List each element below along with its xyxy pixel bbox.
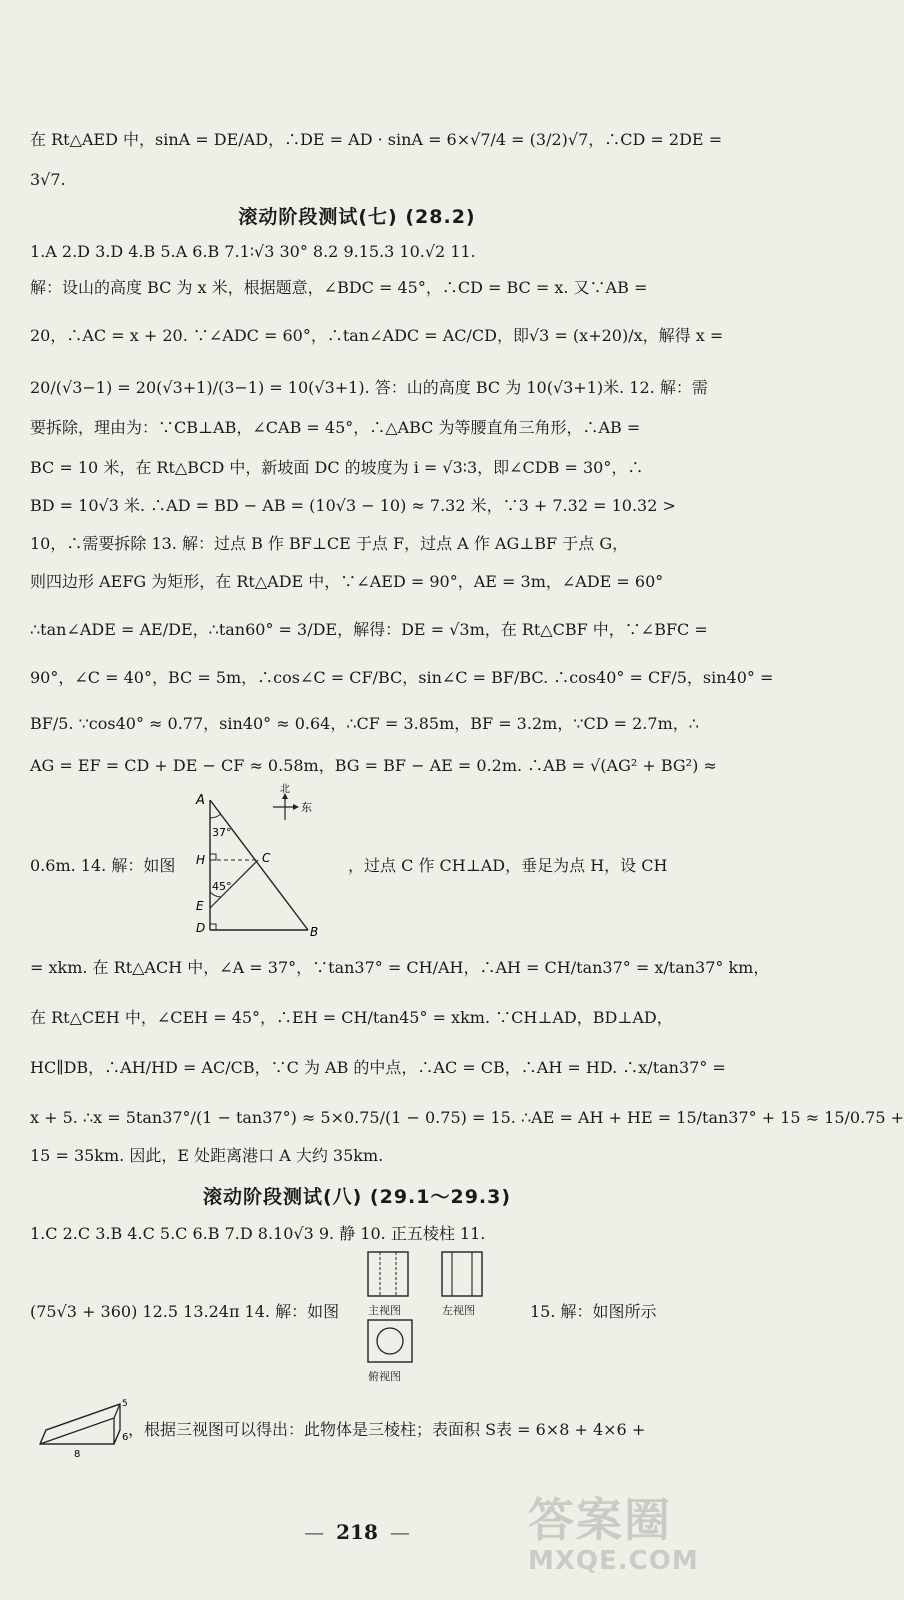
prism-dim-side: 6 [122,1432,129,1443]
left-view-figure [440,1250,484,1298]
point-a-label: A [196,793,205,808]
watermark [528,1494,708,1592]
text-line: 0.6m. 14. 解：如图 [30,856,176,875]
text-line: AG = EF = CD + DE − CF ≈ 0.58m，BG = BF − AE = 0.2m. ∴AB = √(AG² + BG²) ≈ [30,756,717,775]
section-heading-seven: 滚动阶段测试(七) (28.2) [238,206,476,228]
text-line: 1.A 2.D 3.D 4.B 5.A 6.B 7.1∶√3 30° 8.2 9.15.3 10.√2 11. [30,242,476,261]
text-line: 1.C 2.C 3.B 4.C 5.C 6.B 7.D 8.10√3 9. 静 10. 正五棱柱 11. [30,1224,486,1243]
text-line: BC = 10 米，在 Rt△BCD 中，新坡面 DC 的坡度为 i = √3∶3，即∠CDB = 30°，∴ [30,458,644,477]
text-line: ，过点 C 作 CH⊥AD，垂足为点 H，设 CH [348,856,668,875]
front-view-figure [366,1250,410,1298]
text-line: 90°，∠C = 40°，BC = 5m，∴cos∠C = CF/BC，sin∠C = BF/BC. ∴cos40° = CF/5，sin40° = [30,668,774,687]
text-line: BD = 10√3 米. ∴AD = BD − AB = (10√3 − 10) ≈ 7.32 米，∵3 + 7.32 = 10.32 > [30,496,676,515]
text-line: BF/5. ∵cos40° ≈ 0.77，sin40° ≈ 0.64，∴CF = 3.85m，BF = 3.2m，∵CD = 2.7m，∴ [30,714,699,733]
angle-37-label: 37° [212,826,232,839]
text-line: 解：设山的高度 BC 为 x 米，根据题意，∠BDC = 45°，∴CD = BC = x. 又∵AB = [30,278,648,297]
text-line: 则四边形 AEFG 为矩形，在 Rt△ADE 中，∵∠AED = 90°，AE = 3m，∠ADE = 60° [30,572,664,591]
text-line: = xkm. 在 Rt△ACH 中，∠A = 37°，∵tan37° = CH/AH，∴AH = CH/tan37° = x/tan37° km， [30,958,770,977]
text-line: 3√7. [30,170,66,189]
north-label: 北 [280,784,290,795]
figure-14-harbor [190,784,340,940]
point-c-label: C [262,851,271,865]
angle-45-label: 45° [212,880,232,893]
text-line: 15. 解：如图所示 [530,1302,657,1321]
east-label: 东 [301,801,312,814]
text-line: 20/(√3−1) = 20(√3+1)/(3−1) = 10(√3+1). 答：山的高度 BC 为 10(√3+1)米. 12. 解：需 [30,378,708,397]
left-view-caption: 左视图 [442,1304,475,1317]
section-heading-eight: 滚动阶段测试(八) (29.1～29.3) [202,1186,512,1208]
prism-dim-top: 5 [122,1399,128,1409]
watermark-url: MXQE.COM [528,1546,699,1576]
text-line: ∴tan∠ADE = AE/DE，∴tan60° = 3/DE，解得：DE = √3m，在 Rt△CBF 中，∵∠BFC = [30,620,708,639]
page-number-value: 218 [336,1520,378,1544]
watermark-main: 答案圈 [528,1493,672,1547]
text-line: (75√3 + 360) 12.5 13.24π 14. 解：如图 [30,1302,340,1321]
text-line: ，根据三视图可以得出：此物体是三棱柱；表面积 S表 = 6×8 + 4×6 + [128,1420,646,1439]
prism-figure [36,1394,128,1458]
top-view-caption: 俯视图 [368,1370,401,1383]
text-line: x + 5. ∴x = 5tan37°/(1 − tan37°) ≈ 5×0.75/(1 − 0.75) = 15. ∴AE = AH + HE = 15/tan37° + 15 ≈ 15/0.75 + [30,1108,904,1127]
text-line: HC∥DB，∴AH/HD = AC/CB，∵C 为 AB 的中点，∴AC = CB，∴AH = HD. ∴x/tan37° = [30,1058,726,1077]
top-view-figure [366,1318,414,1364]
point-d-label: D [196,921,206,935]
text-line: 20，∴AC = x + 20. ∵∠ADC = 60°，∴tan∠ADC = AC/CD，即√3 = (x+20)/x，解得 x = [30,326,724,345]
front-view-caption: 主视图 [368,1304,401,1317]
point-b-label: B [310,925,319,939]
point-h-label: H [196,853,206,867]
text-line: 10，∴需要拆除 13. 解：过点 B 作 BF⊥CE 于点 F，过点 A 作 AG⊥BF 于点 G， [30,534,629,553]
prism-dim-bottom: 8 [74,1449,81,1460]
text-line: 要拆除，理由为：∵CB⊥AB，∠CAB = 45°，∴△ABC 为等腰直角三角形，∴AB = [30,418,641,437]
text-line: 在 Rt△AED 中，sinA = DE/AD，∴DE = AD · sinA = 6×√7/4 = (3/2)√7，∴CD = 2DE = [30,130,723,149]
point-e-label: E [196,899,204,913]
page-number: — 218 — [304,1520,410,1544]
text-line: 在 Rt△CEH 中，∠CEH = 45°，∴EH = CH/tan45° = xkm. ∵CH⊥AD，BD⊥AD， [30,1008,673,1027]
text-line: 15 = 35km. 因此，E 处距离港口 A 大约 35km. [30,1146,384,1165]
